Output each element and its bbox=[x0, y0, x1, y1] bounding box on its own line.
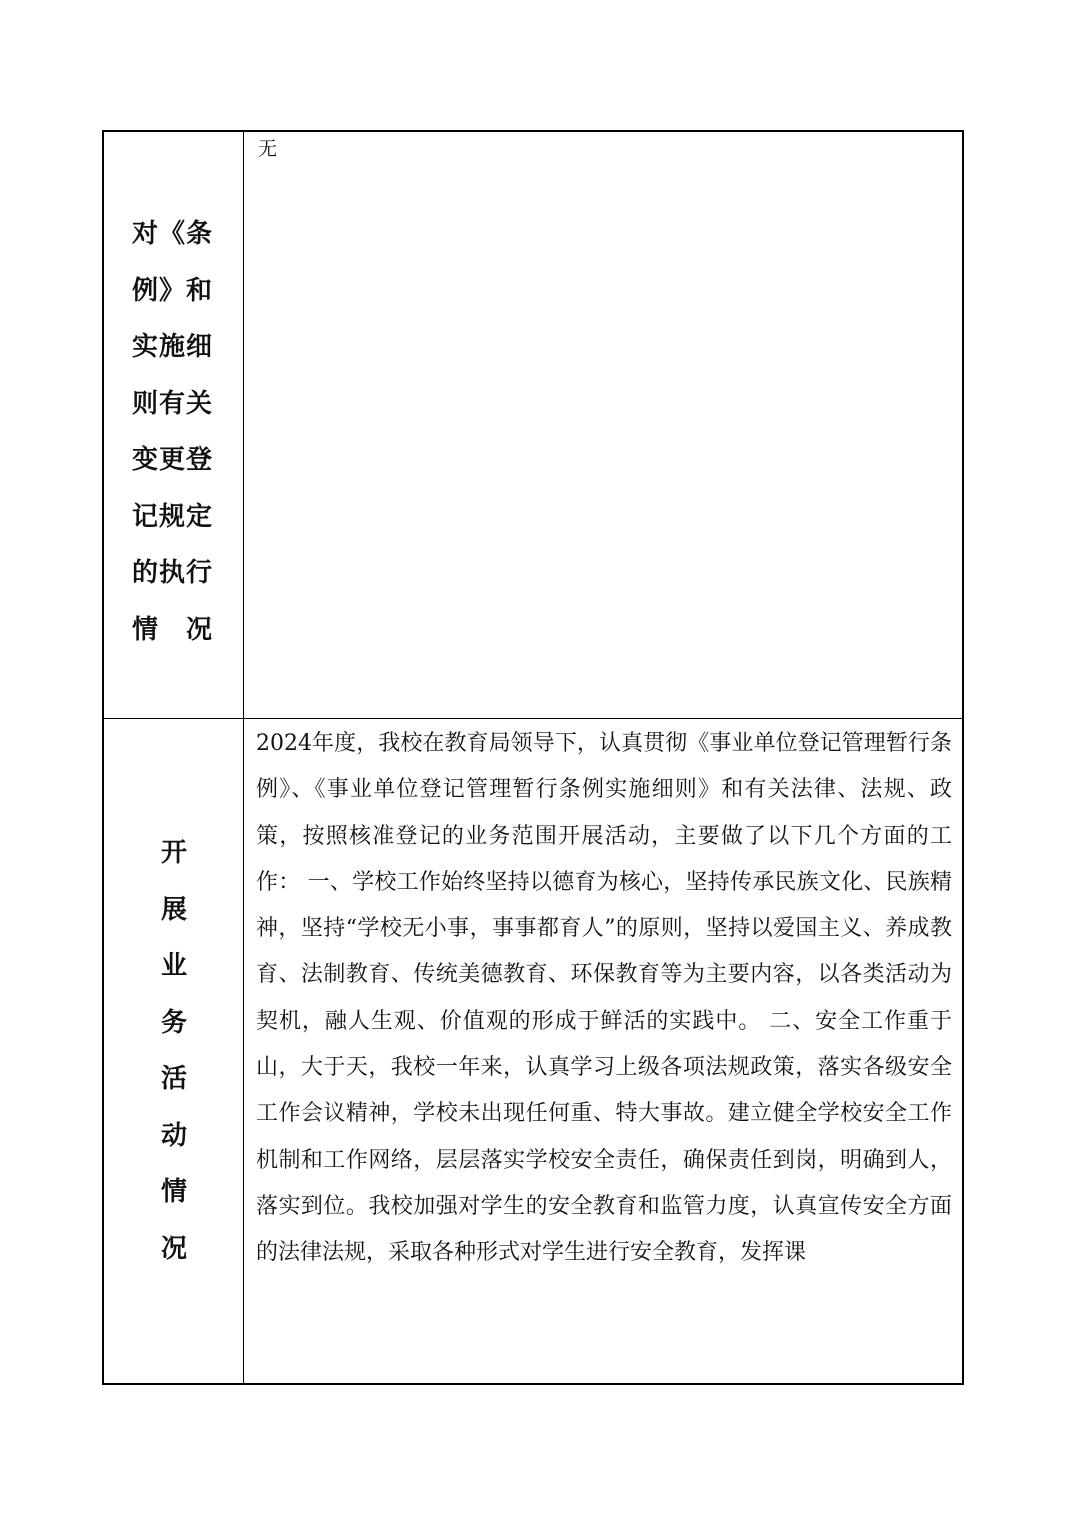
row-label-registration-change: 对《条例》和实施细则有关变更登记规定的执行情 况 bbox=[132, 219, 214, 645]
label-char: 业 bbox=[160, 951, 187, 981]
row-content-cell bbox=[244, 132, 962, 718]
row-content-cell bbox=[244, 719, 962, 1383]
row-label-cell bbox=[104, 719, 244, 1383]
report-table bbox=[102, 130, 964, 1385]
table-row-registration-change bbox=[104, 132, 962, 719]
label-char: 动 bbox=[160, 1120, 187, 1151]
label-char: 务 bbox=[160, 1007, 187, 1038]
label-char: 开 bbox=[160, 838, 187, 868]
row-label-cell bbox=[104, 132, 244, 718]
row-label-business-activities bbox=[104, 825, 244, 1277]
label-char: 活 bbox=[160, 1064, 187, 1094]
business-activities-content: 2024年度，我校在教育局领导下，认真贯彻《事业单位登记管理暂行条例》、《事业单位登记管理暂行条例实施细则》和有关法律、法规、政策，按照核准登记的业务范围开展活动，主要做了以下几个方面的工作： 一、学校工作始终坚持以德育为核心，坚持传承民族文化、民族精神，坚持“学校无小事，事事都育人”的原则，坚持以爱国主义、养成教育、法制教育、传统美德教育、环保教育等为主要内容，以各类活动为契机，融人生观、价值观的形成于鲜活的实践中。 二、安全工作重于山，大于天，我校一年来，认真学习上级各项法规政策，落实各级安全工作会议精神，学校未出现任何重、特大事故。建立健全学校安全工作机制和工作网络，层层落实学校安全责任，确保责任到岗，明确到人，落实到位。我校加强对学生的安全教育和监管力度，认真宣传安全方面的法律法规，采取各种形式对学生进行安全教育，发挥课 bbox=[256, 731, 952, 1266]
registration-change-content: 无 bbox=[258, 138, 278, 160]
table-row-business-activities bbox=[104, 719, 962, 1383]
label-char: 情 bbox=[160, 1177, 187, 1207]
label-char: 况 bbox=[160, 1233, 187, 1264]
label-char: 展 bbox=[160, 894, 187, 925]
